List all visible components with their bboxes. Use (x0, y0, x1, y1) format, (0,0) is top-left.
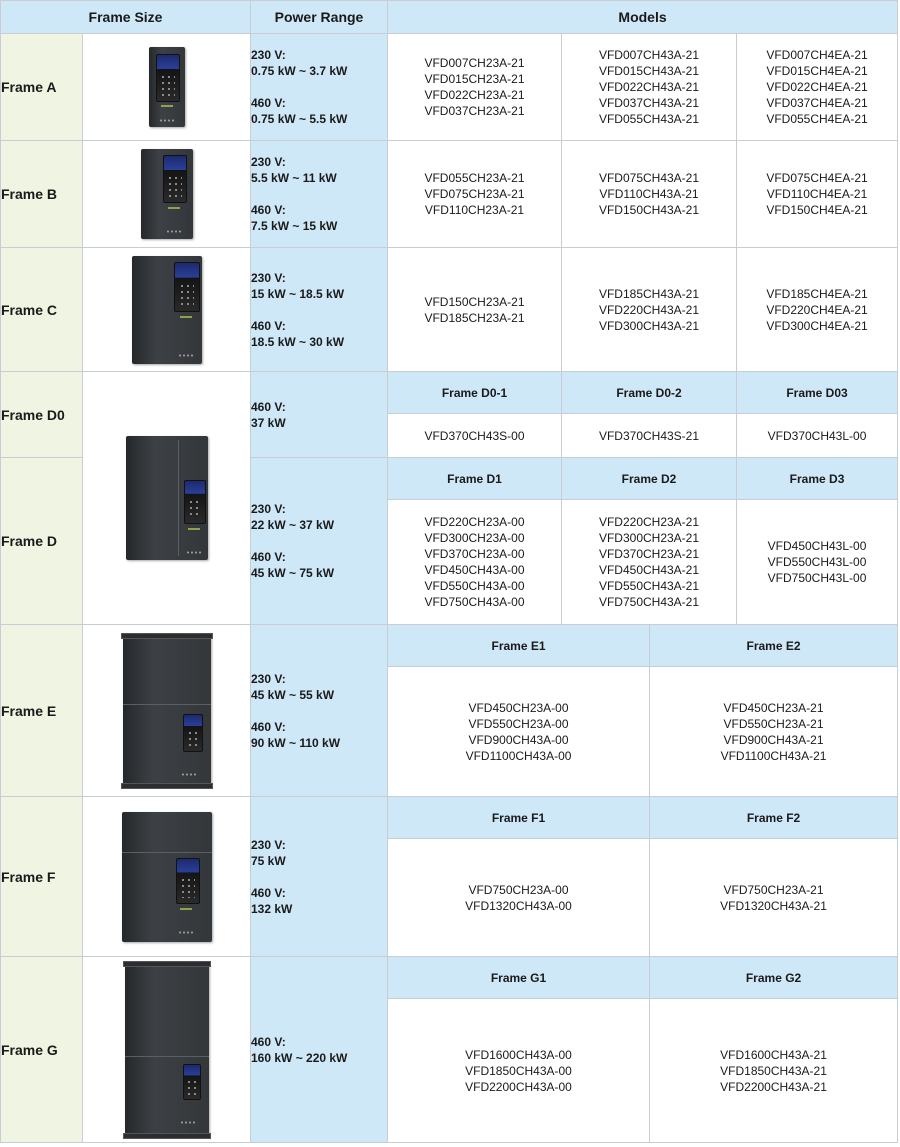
models-cell: VFD220CH23A-21 VFD300CH23A-21 VFD370CH23A-21 VFD450CH43A-21 VFD550CH43A-21 VFD750CH43A-21 (562, 500, 737, 625)
power-range: 230 V: 45 kW ~ 55 kW 460 V: 90 kW ~ 110 kW (251, 625, 388, 797)
frame-label: Frame C (1, 248, 83, 372)
models-cell: VFD750CH23A-21 VFD1320CH43A-21 (650, 839, 898, 957)
subframe-e1: Frame E1 (388, 625, 650, 667)
power-range: 460 V: 37 kW (251, 372, 388, 458)
drive-photo (126, 436, 208, 560)
subframe-e2: Frame E2 (650, 625, 898, 667)
row-frame-b (1, 141, 898, 248)
models-cell: VFD370CH43L-00 (737, 414, 898, 458)
drive-photo (141, 149, 193, 239)
subframe-d0-1: Frame D0-1 (388, 372, 562, 414)
power-range: 460 V: 160 kW ~ 220 kW (251, 957, 388, 1143)
product-image-frame-d (83, 372, 251, 625)
models-cell: VFD185CH43A-21 VFD220CH43A-21 VFD300CH43A-21 (562, 248, 737, 372)
models-cell: VFD450CH23A-00 VFD550CH23A-00 VFD900CH43A-00 VFD1100CH43A-00 (388, 667, 650, 797)
subframe-g1: Frame G1 (388, 957, 650, 999)
models-cell: VFD370CH43S-21 (562, 414, 737, 458)
frame-label: Frame A (1, 34, 83, 141)
subframe-f2: Frame F2 (650, 797, 898, 839)
power-range: 230 V: 15 kW ~ 18.5 kW 460 V: 18.5 kW ~ 30 kW (251, 248, 388, 372)
subframe-f1: Frame F1 (388, 797, 650, 839)
models-cell: VFD450CH43L-00 VFD550CH43L-00 VFD750CH43L-00 (737, 500, 898, 625)
frame-label: Frame E (1, 625, 83, 797)
subframe-d1: Frame D1 (388, 458, 562, 500)
row-frame-f (1, 797, 898, 839)
row-frame-d0 (1, 372, 898, 414)
models-cell: VFD1600CH43A-00 VFD1850CH43A-00 VFD2200CH43A-00 (388, 999, 650, 1143)
product-image-frame-f (83, 797, 251, 957)
frame-label: Frame D0 (1, 372, 83, 458)
frame-label: Frame F (1, 797, 83, 957)
product-image-frame-a (83, 34, 251, 141)
models-cell: VFD075CH43A-21 VFD110CH43A-21 VFD150CH43A-21 (562, 141, 737, 248)
subframe-d2: Frame D2 (562, 458, 737, 500)
models-cell: VFD185CH4EA-21 VFD220CH4EA-21 VFD300CH4EA-21 (737, 248, 898, 372)
product-image-frame-c (83, 248, 251, 372)
models-cell: VFD370CH43S-00 (388, 414, 562, 458)
power-range: 230 V: 5.5 kW ~ 11 kW 460 V: 7.5 kW ~ 15 kW (251, 141, 388, 248)
row-frame-a (1, 34, 898, 141)
product-image-frame-e (83, 625, 251, 797)
frame-label: Frame D (1, 458, 83, 625)
models-cell: VFD007CH23A-21 VFD015CH23A-21 VFD022CH23A-21 VFD037CH23A-21 (388, 34, 562, 141)
subframe-g2: Frame G2 (650, 957, 898, 999)
subframe-d3: Frame D3 (737, 458, 898, 500)
header-models: Models (388, 1, 898, 34)
row-frame-e (1, 625, 898, 667)
product-image-frame-b (83, 141, 251, 248)
power-range: 230 V: 0.75 kW ~ 3.7 kW 460 V: 0.75 kW ~ 5.5 kW (251, 34, 388, 141)
power-range: 230 V: 75 kW 460 V: 132 kW (251, 797, 388, 957)
product-image-frame-g (83, 957, 251, 1143)
power-range: 230 V: 22 kW ~ 37 kW 460 V: 45 kW ~ 75 kW (251, 458, 388, 625)
models-cell: VFD150CH23A-21 VFD185CH23A-21 (388, 248, 562, 372)
models-cell: VFD750CH23A-00 VFD1320CH43A-00 (388, 839, 650, 957)
row-frame-g (1, 957, 898, 999)
drive-photo (123, 636, 211, 786)
drive-photo (132, 256, 202, 364)
models-cell: VFD007CH4EA-21 VFD015CH4EA-21 VFD022CH4EA-21 VFD037CH4EA-21 VFD055CH4EA-21 (737, 34, 898, 141)
models-cell: VFD007CH43A-21 VFD015CH43A-21 VFD022CH43A-21 VFD037CH43A-21 VFD055CH43A-21 (562, 34, 737, 141)
subframe-d0-2: Frame D0-2 (562, 372, 737, 414)
drive-photo (122, 812, 212, 942)
models-cell: VFD220CH23A-00 VFD300CH23A-00 VFD370CH23A-00 VFD450CH43A-00 VFD550CH43A-00 VFD750CH43A-00 (388, 500, 562, 625)
subframe-d03: Frame D03 (737, 372, 898, 414)
header-power-range: Power Range (251, 1, 388, 34)
models-cell: VFD1600CH43A-21 VFD1850CH43A-21 VFD2200CH43A-21 (650, 999, 898, 1143)
header-frame-size: Frame Size (1, 1, 251, 34)
models-cell: VFD055CH23A-21 VFD075CH23A-21 VFD110CH23A-21 (388, 141, 562, 248)
models-cell: VFD075CH4EA-21 VFD110CH4EA-21 VFD150CH4EA-21 (737, 141, 898, 248)
drive-photo (149, 47, 185, 127)
frame-label: Frame B (1, 141, 83, 248)
models-cell: VFD450CH23A-21 VFD550CH23A-21 VFD900CH43A-21 VFD1100CH43A-21 (650, 667, 898, 797)
drive-photo (125, 964, 209, 1136)
frame-label: Frame G (1, 957, 83, 1143)
row-frame-c (1, 248, 898, 372)
